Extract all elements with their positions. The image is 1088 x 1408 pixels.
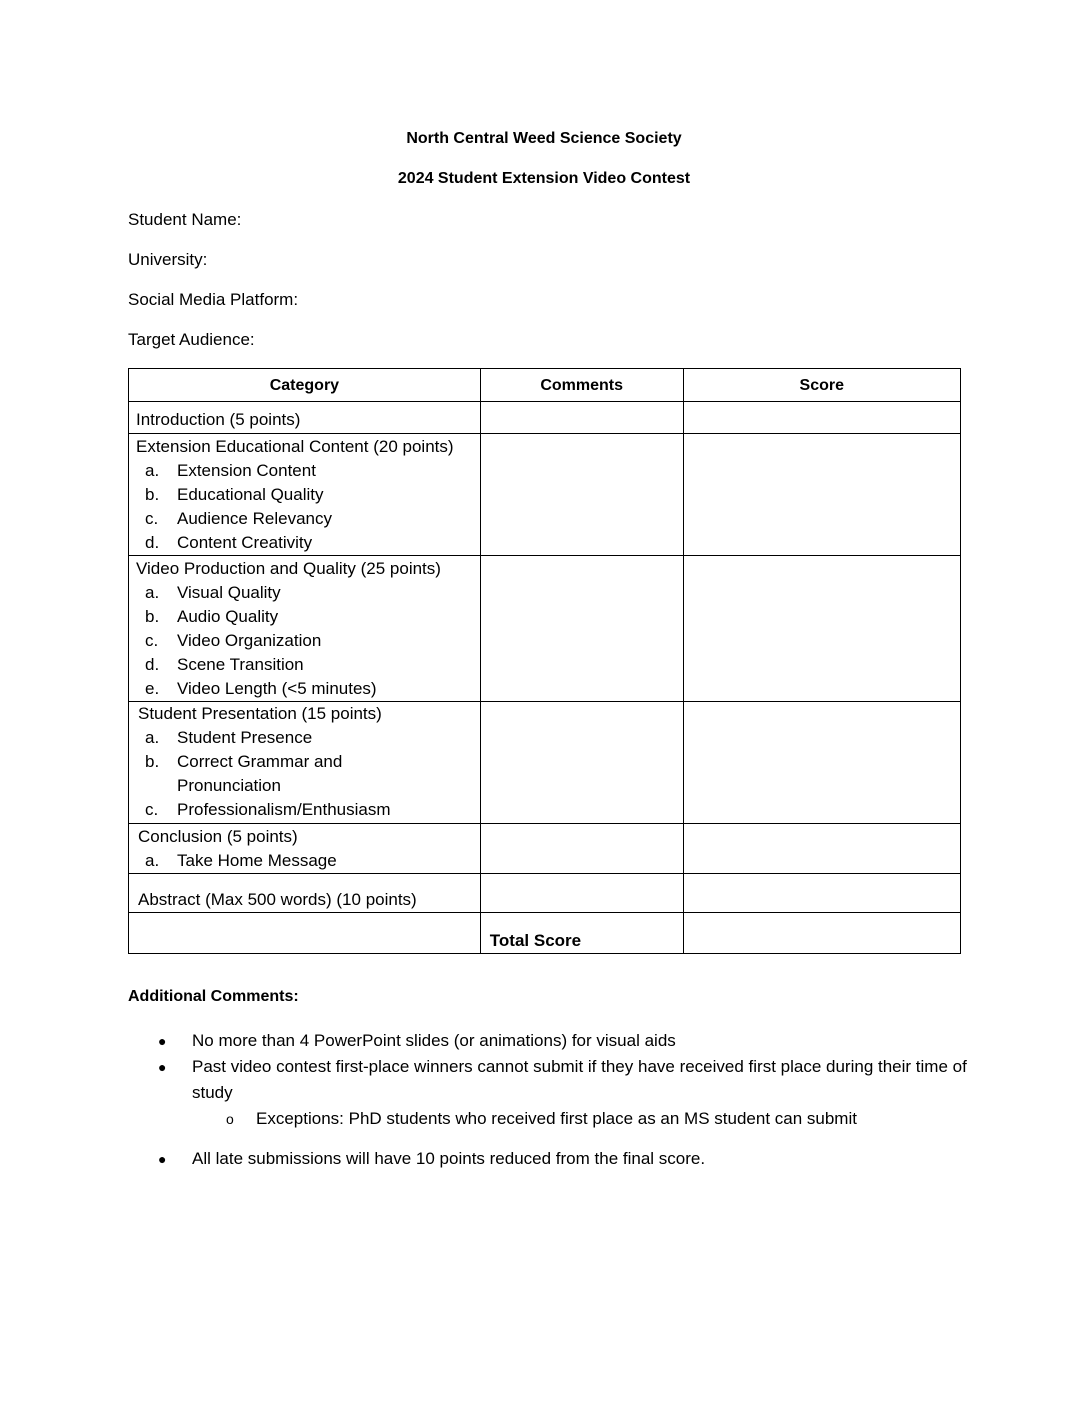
list-item: e. Video Length (<5 minutes) [145, 679, 377, 698]
score-cell[interactable] [683, 556, 960, 702]
scoring-table [128, 368, 961, 954]
total-row [129, 913, 961, 954]
list-item: ● No more than 4 PowerPoint slides (or animations) for visual aids [128, 1028, 968, 1054]
audience-label: Target Audience: [128, 330, 255, 349]
list-item: a. Visual Quality [145, 583, 281, 602]
bullet-icon: ● [158, 1059, 167, 1075]
table-row [129, 402, 961, 434]
list-item: b. Audio Quality [145, 607, 279, 626]
list-item: b. Correct Grammar and Pronunciation [145, 752, 343, 795]
category-title: Conclusion (5 points) [138, 827, 298, 846]
org-title: North Central Weed Science Society [406, 130, 682, 147]
list-item: d. Scene Transition [145, 655, 304, 674]
comments-cell[interactable] [480, 434, 683, 556]
list-item: a. Student Presence [145, 728, 313, 747]
category-header: Category [129, 369, 481, 402]
list-item: a. Extension Content [145, 461, 316, 480]
score-header: Score [683, 369, 960, 402]
list-item: o Exceptions: PhD students who received first place as an MS student can submit [128, 1106, 968, 1132]
student-name-label: Student Name: [128, 210, 242, 229]
list-item: a. Take Home Message [145, 851, 337, 870]
score-cell[interactable] [683, 434, 960, 556]
comments-cell[interactable] [480, 556, 683, 702]
category-title: Video Production and Quality (25 points) [136, 559, 441, 578]
list-item: ● All late submissions will have 10 points reduced from the final score. [128, 1146, 968, 1172]
comments-cell[interactable] [480, 702, 683, 824]
comments-cell[interactable] [480, 824, 683, 874]
score-cell[interactable] [683, 702, 960, 824]
table-row [129, 874, 961, 913]
platform-label: Social Media Platform: [128, 290, 299, 309]
table-header-row [129, 369, 961, 402]
list-item: c. Video Organization [145, 631, 322, 650]
circle-bullet-icon: o [226, 1111, 234, 1127]
score-cell[interactable] [683, 402, 960, 434]
comments-header: Comments [480, 369, 683, 402]
score-cell[interactable] [683, 874, 960, 913]
bullet-icon: ● [158, 1033, 167, 1049]
score-cell[interactable] [683, 824, 960, 874]
bullet-icon: ● [158, 1151, 167, 1167]
table-row [129, 702, 961, 824]
table-row [129, 556, 961, 702]
list-item: c. Professionalism/Enthusiasm [145, 800, 391, 819]
category-title: Introduction (5 points) [136, 410, 301, 429]
list-item: c. Audience Relevancy [145, 509, 332, 528]
category-title: Student Presentation (15 points) [138, 704, 382, 723]
contest-title: 2024 Student Extension Video Contest [397, 170, 691, 187]
list-item: ● Past video contest first-place winners cannot submit if they have received first place during their time of study [128, 1054, 968, 1106]
comments-cell[interactable] [480, 874, 683, 913]
comments-cell[interactable] [480, 402, 683, 434]
total-score-cell[interactable] [683, 913, 960, 954]
university-label: University: [128, 250, 208, 269]
table-row [129, 824, 961, 874]
table-row [129, 434, 961, 556]
empty-cell [129, 913, 481, 954]
list-item: b. Educational Quality [145, 485, 324, 504]
total-score-label: Total Score [489, 931, 582, 950]
additional-comments-heading: Additional Comments: [128, 988, 299, 1005]
category-title: Abstract (Max 500 words) (10 points) [138, 890, 417, 909]
list-item: d. Content Creativity [145, 533, 313, 552]
category-title: Extension Educational Content (20 points) [136, 437, 454, 456]
additional-comments-list [128, 1028, 968, 1172]
